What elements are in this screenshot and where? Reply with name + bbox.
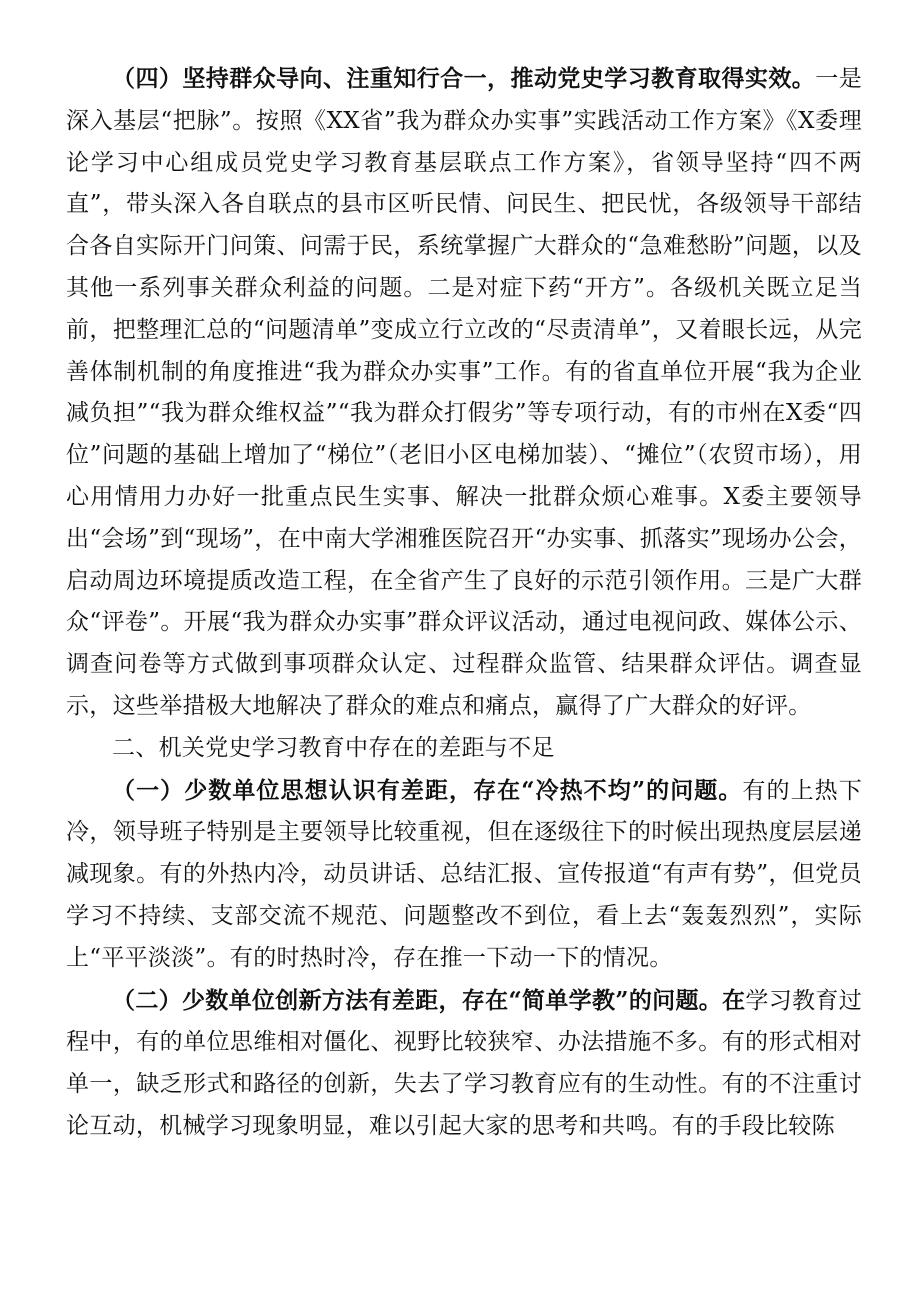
paragraph-lead: （四）坚持群众导向、注重知行合一，推动党史学习教育取得实效。 [112,65,816,92]
paragraph-four [66,58,862,728]
paragraph-one [66,770,862,980]
paragraph-two [66,980,862,1148]
paragraph-body: 有的上热下冷，领导班子特别是主要领导比较重视，但在逐级往下的时候出现热度层层递减现象。有的外热内冷，动员讲话、总结汇报、宣传报道“有声有势”，但党员学习不持续、支部交流不规范、问题整改不到位，看上去“轰轰烈烈”，实际上“平平淡淡”。有的时热时冷，存在推一下动一下的情况。 [66,777,863,971]
paragraph-body: 一是深入基层“把脉”。按照《XX省”我为群众办实事”实践活动工作方案》《X委理论学习中心组成员党史学习教育基层联点工作方案》，省领导坚持“四不两直”，带头深入各自联点的县市区听民情、问民生、把民忧，各级领导干部结合各自实际开门问策、问需于民，系统掌握广大群众的“急难愁盼”问题，以及其他一系列事关群众利益的问题。二是对症下药“开方”。各级机关既立足当前，把整理汇总的“问题清单”变成立行立改的“尽责清单”，又着眼长远，从完善体制机制的角度推进“我为群众办实事”工作。有的省直单位开展“我为企业减负担”“我为群众维权益”“我为群众打假劣”等专项行动，有的市州在X委“四位”问题的基础上增加了“梯位”（老旧小区电梯加装）、“摊位”（农贸市场），用心用情用力办好一批重点民生实事、解决一批群众烦心难事。X委主要领导出“会场”到“现场”，在中南大学湘雅医院召开“办实事、抓落实”现场办公会，启动周边环境提质改造工程，在全省产生了良好的示范引领作用。三是广大群众“评卷”。开展“我为群众办实事”群众评议活动，通过电视问政、媒体公示、调查问卷等方式做到事项群众认定、过程群众监管、结果群众评估。调查显示，这些举措极大地解决了群众的难点和痛点，赢得了广大群众的好评。 [66,66,862,719]
paragraph-lead: （二）少数单位创新方法有差距，存在“简单学教”的问题。在 [112,986,746,1014]
paragraph-lead: （一）少数单位思想认识有差距，存在“冷热不均”的问题。 [112,776,743,804]
document-page [66,58,862,1148]
paragraph-body: 学习教育过程中，有的单位思维相对僵化、视野比较狭窄、办法措施不多。有的形式相对单一，缺乏形式和路径的创新，失去了学习教育应有的生动性。有的不注重讨论互动，机械学习现象明显，难以引起大家的思考和共鸣。有的手段比较陈 [66,987,863,1139]
section-heading: 二、机关党史学习教育中存在的差距与不足 [112,734,555,761]
